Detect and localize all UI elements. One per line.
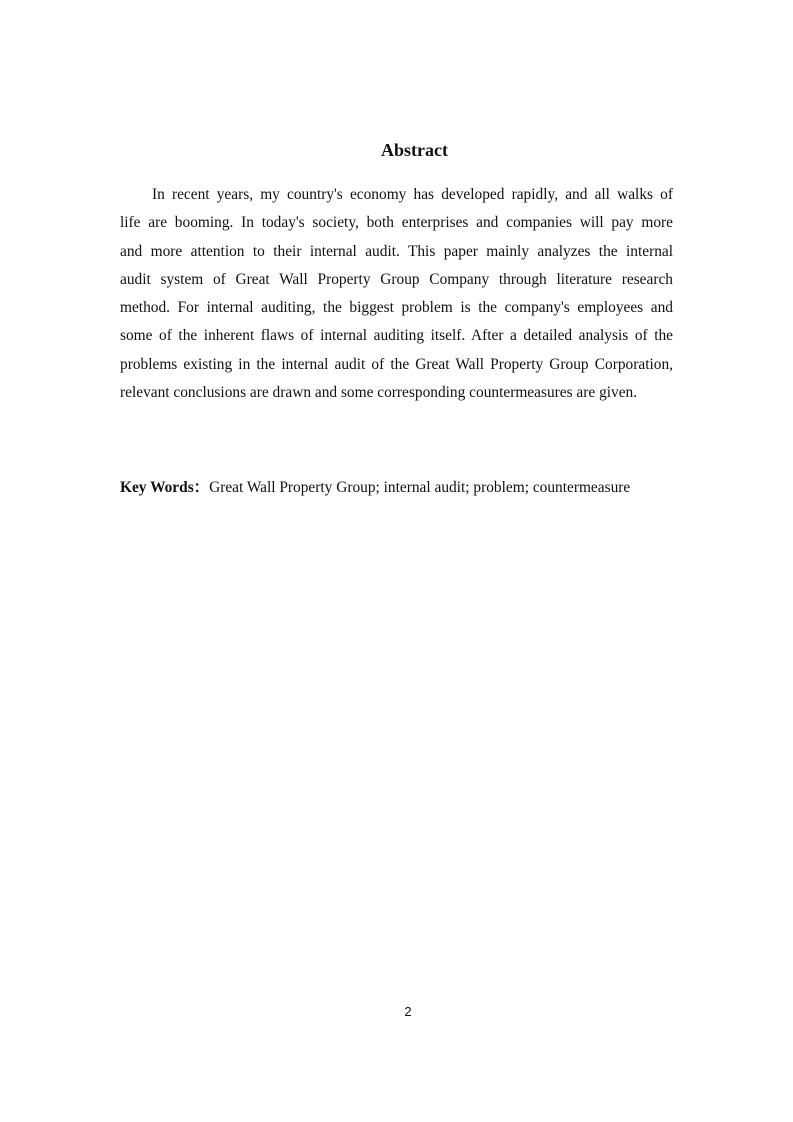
abstract-line: problems existing in the internal audit of the Great Wall Property Group Corporation,	[120, 355, 673, 373]
keywords-label: Key Words：	[120, 479, 210, 496]
page-number: 2	[404, 1004, 412, 1019]
abstract-title: Abstract	[381, 140, 448, 160]
abstract-line: and more attention to their internal audit. This paper mainly analyzes the internal	[120, 242, 673, 260]
abstract-line: In recent years, my country's economy has developed rapidly, and all walks of	[152, 186, 673, 203]
abstract-line: life are booming. In today's society, both enterprises and companies will pay more	[120, 214, 673, 232]
abstract-line: relevant conclusions are drawn and some corresponding countermeasures are given.	[120, 384, 638, 402]
abstract-line: some of the inherent flaws of internal auditing itself. After a detailed analysis of the	[120, 327, 673, 345]
keywords	[120, 477, 680, 499]
abstract-body	[120, 181, 673, 407]
abstract-line: audit system of Great Wall Property Group Company through literature research	[120, 270, 673, 288]
keywords-text: Great Wall Property Group; internal audit; problem; countermeasure	[209, 479, 631, 496]
abstract-line: method. For internal auditing, the biggest problem is the company's employees and	[120, 299, 673, 317]
